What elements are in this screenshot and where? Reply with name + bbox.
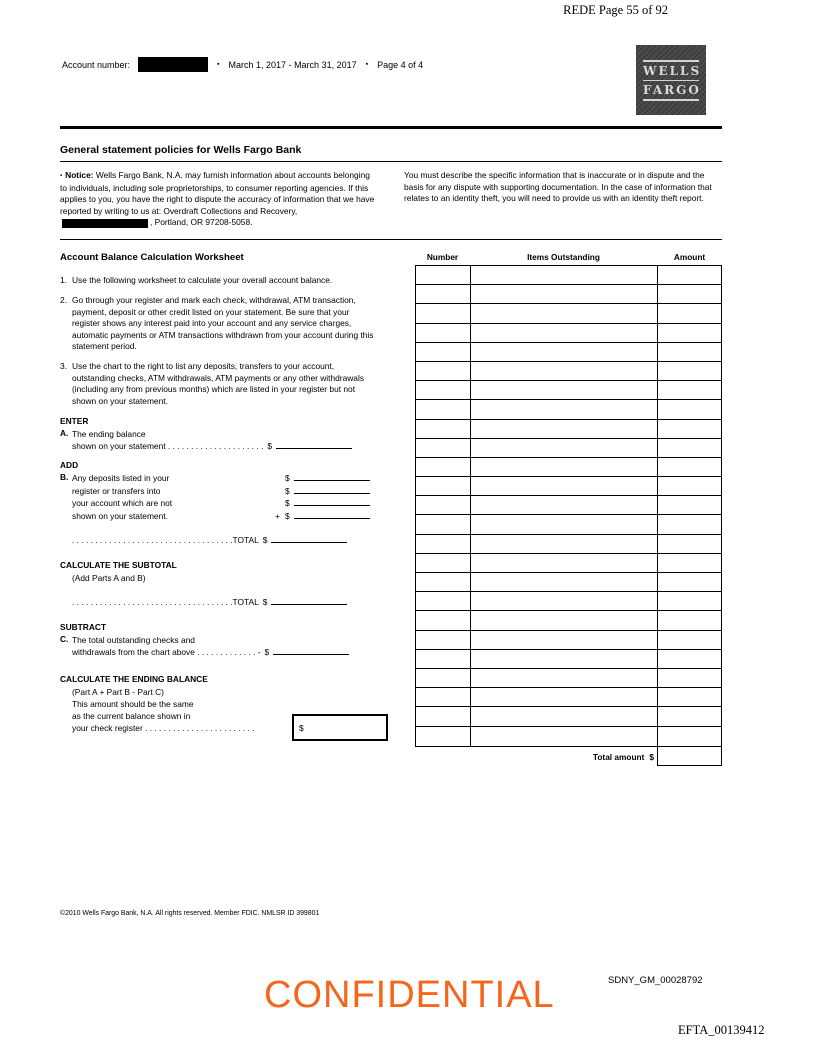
- chart-row: [416, 554, 721, 573]
- instruction-text: Use the following worksheet to calculate your overall account balance.: [72, 275, 333, 285]
- enter-line-2: [72, 440, 394, 452]
- chart-cell-amt: [658, 669, 721, 687]
- worksheet-title: Account Balance Calculation Worksheet: [60, 252, 244, 263]
- chart-cell-items: [471, 496, 658, 514]
- logo-word-fargo: FARGO: [643, 82, 701, 97]
- chart-cell-items: [471, 707, 658, 725]
- copyright-notice: ©2010 Wells Fargo Bank, N.A. All rights reserved. Member FDIC. NMLSR ID 399801: [60, 910, 320, 917]
- total-dots: . . . . . . . . . . . . . . . . . . . . . . . . . . . . . . . . . . .TOTAL: [72, 597, 259, 608]
- enter-line-1: The ending balance: [72, 429, 146, 440]
- chart-cell-amt: [658, 362, 721, 380]
- chart-cell-items: [471, 266, 658, 284]
- chart-cell-amt: [658, 535, 721, 553]
- statement-period: March 1, 2017 - March 31, 2017: [228, 59, 357, 70]
- divider-thin: [60, 239, 722, 240]
- chart-cell-items: [471, 324, 658, 342]
- add-row-3: [72, 497, 394, 510]
- enter-line-2-text: shown on your statement . . . . . . . . . . . . . . . . . . . . .: [72, 441, 264, 452]
- enter-heading: ENTER: [60, 416, 89, 427]
- account-row: [62, 57, 423, 72]
- chart-cell-items: [471, 688, 658, 706]
- chart-cell-items: [471, 515, 658, 533]
- dollar-sign: $: [262, 535, 268, 546]
- chart-cell-items: [471, 400, 658, 418]
- instruction-number: 3.: [60, 361, 67, 372]
- chart-row: [416, 266, 721, 285]
- chart-cell-num: [416, 631, 471, 649]
- subtract-item-c: [60, 634, 394, 658]
- chart-cell-num: [416, 707, 471, 725]
- instruction-text: Go through your register and mark each check, withdrawal, ATM transaction, payment, deposit or other credit listed on your statement. Be sure that your register shows any interest paid into your account and any service charges, automatic payments or ATM transactions withdrawn from your account during this statement period.: [72, 295, 374, 352]
- chart-row: [416, 439, 721, 458]
- chart-cell-num: [416, 592, 471, 610]
- chart-cell-num: [416, 515, 471, 533]
- chart-row: [416, 343, 721, 362]
- chart-row: [416, 727, 721, 746]
- square-bullet-icon: ▪: [60, 173, 63, 179]
- sdny-bates-number: SDNY_GM_00028792: [608, 975, 703, 986]
- fill-in-blank: [271, 596, 347, 605]
- chart-body: [415, 265, 722, 747]
- chart-row: [416, 420, 721, 439]
- ending-balance-box: [292, 714, 388, 741]
- add-row-text: register or transfers into: [72, 485, 161, 496]
- total-amount-label: Total amount: [592, 751, 645, 762]
- chart-cell-amt: [658, 688, 721, 706]
- dollar-sign: $: [285, 498, 290, 509]
- square-bullet-icon: ▪: [217, 61, 220, 68]
- chart-header-items-outstanding: Items Outstanding: [527, 251, 600, 262]
- chart-cell-items: [471, 669, 658, 687]
- ending-balance-heading: CALCULATE THE ENDING BALANCE: [60, 674, 208, 685]
- add-row-text: shown on your statement.: [72, 510, 168, 521]
- balance-worksheet: [60, 248, 394, 734]
- plus-placeholder: [275, 485, 285, 498]
- item-letter: B.: [60, 472, 69, 483]
- general-policies-section: [60, 144, 722, 229]
- chart-cell-items: [471, 573, 658, 591]
- fill-in-blank: [271, 534, 347, 543]
- total-amount-box: [657, 746, 722, 766]
- ending-line-2: as the current balance shown in: [72, 711, 191, 722]
- add-row-text: your account which are not: [72, 498, 173, 509]
- page-info: Page 4 of 4: [377, 59, 424, 70]
- chart-cell-num: [416, 554, 471, 572]
- chart-cell-num: [416, 496, 471, 514]
- chart-cell-amt: [658, 477, 721, 495]
- chart-cell-items: [471, 535, 658, 553]
- chart-cell-num: [416, 266, 471, 284]
- instruction-3: [60, 361, 394, 407]
- plus-placeholder: [275, 497, 285, 510]
- chart-cell-items: [471, 458, 658, 476]
- logo-word-wells: WELLS: [643, 63, 699, 81]
- chart-cell-amt: [658, 611, 721, 629]
- chart-row: [416, 707, 721, 726]
- chart-row: [416, 592, 721, 611]
- chart-cell-num: [416, 477, 471, 495]
- notice-label: Notice:: [65, 170, 94, 180]
- chart-cell-items: [471, 650, 658, 668]
- plus-sign: +: [275, 510, 280, 521]
- chart-total-row: [415, 747, 722, 767]
- chart-cell-num: [416, 343, 471, 361]
- square-bullet-icon: ▪: [365, 61, 369, 68]
- policies-left-column: [60, 170, 378, 229]
- dispute-text: You must describe the specific information that is inaccurate or in dispute and the basis for any dispute with supporting documentation. In the case of information that relates to an identity theft, you will need to provide us with an identity theft report.: [404, 170, 712, 204]
- add-total-line: [72, 534, 394, 546]
- divider-thick: [60, 126, 722, 129]
- chart-cell-amt: [658, 573, 721, 591]
- chart-cell-amt: [658, 343, 721, 361]
- notice-text-tail: , Portland, OR 97208-5058.: [150, 217, 253, 228]
- add-row-1: [72, 472, 394, 485]
- fill-in-blank: [294, 485, 370, 494]
- chart-row: [416, 400, 721, 419]
- chart-cell-items: [471, 362, 658, 380]
- chart-cell-num: [416, 573, 471, 591]
- item-letter: A.: [60, 428, 69, 439]
- subtotal-heading: CALCULATE THE SUBTOTAL: [60, 560, 177, 571]
- chart-cell-amt: [658, 285, 721, 303]
- chart-cell-num: [416, 650, 471, 668]
- efta-bates-number: EFTA_00139412: [678, 1023, 765, 1037]
- dollar-sign: $: [262, 597, 268, 608]
- ending-line-1: This amount should be the same: [72, 699, 194, 710]
- chart-cell-num: [416, 439, 471, 457]
- add-row-2: [72, 485, 394, 498]
- chart-cell-items: [471, 439, 658, 457]
- fill-in-blank: [294, 510, 370, 519]
- chart-cell-num: [416, 611, 471, 629]
- fill-in-blank: [276, 440, 352, 449]
- account-number-label: Account number:: [62, 59, 131, 70]
- ending-line-3: [72, 722, 394, 734]
- chart-row: [416, 650, 721, 669]
- fill-in-blank: [294, 497, 370, 506]
- add-item-b: [60, 472, 394, 522]
- subtract-line-2-text: withdrawals from the chart above . . . . . . . . . . . . .: [72, 647, 256, 658]
- wells-fargo-logo: [636, 45, 706, 115]
- instruction-text: Use the chart to the right to list any deposits, transfers to your account, outstanding checks, ATM withdrawals, ATM payments or any other withdrawals (including any from previous months) which are listed in your register but not shown on your statement.: [72, 361, 365, 406]
- chart-cell-amt: [658, 631, 721, 649]
- ending-formula: (Part A + Part B - Part C): [72, 687, 164, 698]
- enter-item-a: [60, 428, 394, 452]
- chart-row: [416, 631, 721, 650]
- chart-cell-amt: [658, 707, 721, 725]
- dollar-sign: $: [299, 722, 304, 733]
- chart-cell-num: [416, 458, 471, 476]
- chart-row: [416, 535, 721, 554]
- chart-cell-num: [416, 304, 471, 322]
- policies-right-column: [404, 170, 722, 229]
- chart-row: [416, 496, 721, 515]
- dollar-sign: $: [285, 510, 290, 521]
- chart-row: [416, 669, 721, 688]
- chart-row: [416, 688, 721, 707]
- chart-cell-num: [416, 535, 471, 553]
- confidential-stamp: CONFIDENTIAL: [264, 974, 555, 1016]
- chart-cell-num: [416, 688, 471, 706]
- dollar-sign: $: [285, 485, 290, 496]
- dollar-sign: $: [285, 473, 290, 484]
- dollar-sign: $: [649, 751, 654, 762]
- chart-cell-num: [416, 285, 471, 303]
- chart-cell-items: [471, 554, 658, 572]
- chart-cell-items: [471, 592, 658, 610]
- chart-cell-amt: [658, 439, 721, 457]
- chart-row: [416, 611, 721, 630]
- chart-row: [416, 304, 721, 323]
- chart-cell-items: [471, 285, 658, 303]
- chart-cell-num: [416, 669, 471, 687]
- chart-cell-amt: [658, 650, 721, 668]
- subtract-line-1: The total outstanding checks and: [72, 635, 195, 646]
- chart-cell-amt: [658, 458, 721, 476]
- subtotal-total-line: [72, 596, 394, 608]
- chart-cell-items: [471, 631, 658, 649]
- instruction-1: [60, 275, 394, 286]
- chart-cell-num: [416, 381, 471, 399]
- redacted-address: [62, 219, 148, 228]
- instruction-2: [60, 295, 394, 352]
- chart-cell-amt: [658, 515, 721, 533]
- chart-cell-amt: [658, 727, 721, 746]
- chart-row: [416, 285, 721, 304]
- chart-cell-amt: [658, 420, 721, 438]
- add-heading: ADD: [60, 460, 79, 471]
- plus-placeholder: [275, 472, 285, 485]
- fill-in-blank: [294, 472, 370, 481]
- chart-cell-amt: [658, 592, 721, 610]
- chart-row: [416, 477, 721, 496]
- dollar-sign: $: [264, 647, 270, 658]
- chart-cell-items: [471, 611, 658, 629]
- notice-text: Wells Fargo Bank, N.A. may furnish information about accounts belonging to individuals, including sole proprietorships, to consumer reporting agencies. If this applies to you, you have the right to dispute the accuracy of information that we have reported by writing to us at: Overdraft Collections and Recovery,: [60, 170, 375, 216]
- bates-header: REDE Page 55 of 92: [563, 3, 668, 17]
- chart-row: [416, 324, 721, 343]
- chart-cell-items: [471, 381, 658, 399]
- chart-header-row: [415, 248, 722, 265]
- chart-cell-amt: [658, 554, 721, 572]
- chart-cell-num: [416, 324, 471, 342]
- chart-cell-amt: [658, 324, 721, 342]
- instruction-number: 1.: [60, 275, 67, 285]
- items-outstanding-chart: [415, 248, 722, 767]
- chart-cell-num: [416, 400, 471, 418]
- policies-title: General statement policies for Wells Fargo Bank: [60, 144, 722, 162]
- item-letter: C.: [60, 634, 69, 645]
- wells-fargo-logo-text: [643, 60, 702, 101]
- chart-cell-amt: [658, 496, 721, 514]
- chart-row: [416, 458, 721, 477]
- chart-row: [416, 573, 721, 592]
- instruction-number: 2.: [60, 295, 67, 306]
- chart-cell-items: [471, 304, 658, 322]
- chart-header-number: Number: [426, 251, 459, 262]
- add-row-text: Any deposits listed in your: [72, 473, 170, 484]
- add-row-4: [72, 510, 394, 523]
- fill-in-blank: [273, 646, 349, 655]
- chart-header-amount: Amount: [673, 251, 706, 262]
- chart-cell-amt: [658, 266, 721, 284]
- subtract-heading: SUBTRACT: [60, 622, 107, 633]
- ending-line-3-text: your check register . . . . . . . . . . . . . . . . . . . . . . . .: [72, 723, 255, 734]
- redacted-account-number: [138, 57, 208, 72]
- subtotal-subtext: (Add Parts A and B): [72, 573, 146, 584]
- dollar-sign: $: [267, 441, 272, 452]
- chart-cell-items: [471, 727, 658, 746]
- minus-sign: -: [257, 647, 261, 658]
- total-dots: . . . . . . . . . . . . . . . . . . . . . . . . . . . . . . . . . . .TOTAL: [72, 535, 259, 546]
- chart-row: [416, 381, 721, 400]
- chart-cell-amt: [658, 304, 721, 322]
- chart-cell-items: [471, 477, 658, 495]
- subtract-line-2: [72, 646, 394, 658]
- chart-cell-num: [416, 420, 471, 438]
- chart-row: [416, 362, 721, 381]
- chart-row: [416, 515, 721, 534]
- chart-cell-amt: [658, 400, 721, 418]
- chart-cell-amt: [658, 381, 721, 399]
- chart-cell-items: [471, 420, 658, 438]
- chart-cell-items: [471, 343, 658, 361]
- chart-cell-num: [416, 727, 471, 746]
- chart-cell-num: [416, 362, 471, 380]
